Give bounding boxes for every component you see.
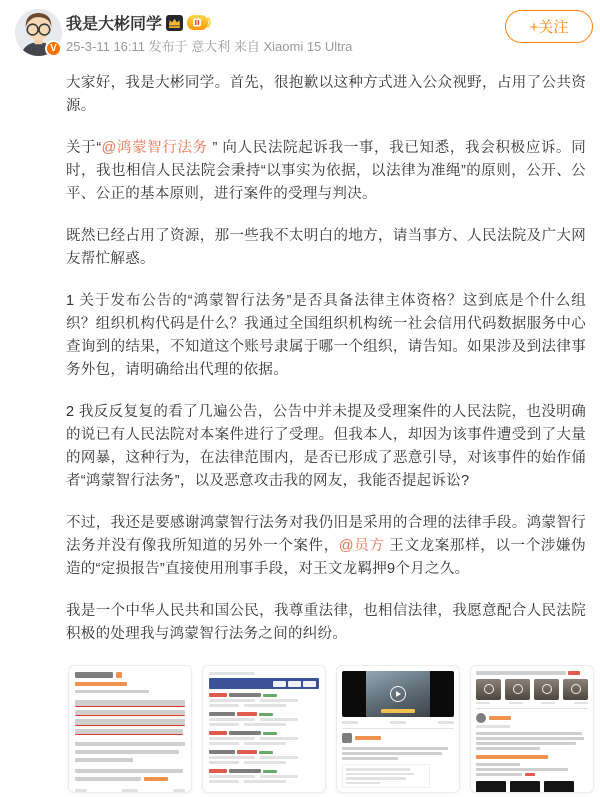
mock-line	[209, 693, 227, 697]
mock-line	[260, 718, 298, 721]
mock-line	[209, 775, 255, 778]
mock-filter-box	[303, 681, 316, 687]
mock-line	[476, 708, 588, 709]
mock-line	[260, 699, 298, 702]
mock-video-player	[342, 671, 454, 717]
mock-line	[209, 750, 235, 754]
mock-row	[342, 792, 454, 793]
mock-line	[237, 750, 257, 754]
username[interactable]: 我是大彬同学	[66, 16, 163, 33]
mock-line	[260, 775, 298, 778]
mock-line	[544, 781, 574, 794]
mock-line	[75, 672, 113, 678]
mock-row	[209, 761, 319, 764]
mock-row	[209, 775, 319, 778]
mock-line	[509, 702, 523, 705]
mock-line	[263, 732, 277, 735]
mock-line	[209, 737, 255, 740]
mock-line	[541, 702, 555, 705]
text-segment: ” 向人民法院起诉我一事，我已知悉，我会积极应诉。同时，我也相信人民法院会秉持“以事实为依据，以法律为准绳”的原则，公开、公平、公正的基本原则，进行案件的受理与判决。	[66, 140, 586, 202]
mock-line	[440, 792, 454, 793]
mock-line	[476, 702, 490, 705]
mock-line	[229, 731, 261, 735]
attachment-thumbnail-3[interactable]	[336, 665, 460, 793]
mock-row	[209, 756, 319, 759]
text-segment: 我是一个中华人民共和国公民，我尊重法律，也相信法律，我愿意配合人民法院积极的处理我与鸿蒙智行法务之间的纠纷。	[66, 603, 586, 642]
mock-line	[75, 690, 149, 694]
follow-button[interactable]: +关注	[505, 10, 593, 43]
mock-line	[476, 781, 506, 794]
mock-row	[75, 672, 185, 678]
text-segment: 关于“	[66, 140, 102, 156]
mock-line	[259, 751, 273, 754]
post-paragraph	[66, 512, 586, 581]
mock-video-thumbnail	[505, 679, 530, 700]
mock-line	[209, 704, 239, 707]
mock-line	[75, 750, 179, 754]
text-segment: 2 我反反复复的看了几遍公告，公告中并未提及受理案件的人民法院，也没明确的说已有人民法院对本案件进行了受理。但我本人，却因为该事件遭受到了大量的网暴，这种行为，在法律范围内，是否已形成了恶意引导，对该事件的始作俑者“鸿蒙智行法务”，以及恶意攻击我的网友，我能否提起诉讼?	[66, 404, 586, 489]
mock-line	[75, 742, 185, 746]
mock-row	[209, 780, 319, 783]
mock-line	[476, 732, 582, 735]
mock-line	[260, 737, 298, 740]
mock-line	[116, 672, 122, 678]
mock-line	[244, 704, 286, 707]
attachment-thumbnail-2[interactable]	[202, 665, 326, 793]
mock-line	[237, 712, 257, 716]
mock-line	[263, 694, 277, 697]
mock-line	[209, 761, 239, 764]
mock-row	[75, 777, 185, 781]
verified-v-badge-icon: V	[45, 40, 62, 57]
attachment-grid	[68, 665, 600, 793]
mock-line	[75, 789, 87, 792]
mock-row	[476, 713, 588, 723]
mock-line	[476, 742, 576, 745]
mock-line	[476, 725, 510, 728]
mock-line	[75, 758, 133, 762]
mock-line	[438, 721, 454, 724]
mock-line	[229, 769, 261, 773]
mock-line	[244, 742, 286, 745]
mock-line	[244, 723, 286, 726]
mock-row	[476, 773, 588, 776]
mock-line	[75, 719, 185, 726]
mock-video-frame	[366, 671, 430, 717]
mock-line	[476, 671, 566, 675]
mock-line	[489, 716, 511, 720]
mock-line	[259, 713, 273, 716]
post-content	[66, 72, 586, 646]
mock-row	[476, 702, 588, 705]
mock-line	[346, 782, 380, 785]
mock-line	[476, 747, 540, 750]
mock-row	[476, 679, 588, 700]
mock-line	[342, 752, 442, 755]
mock-line	[209, 756, 255, 759]
mock-filter-box	[273, 681, 286, 687]
mock-line	[122, 789, 138, 792]
mock-line	[342, 728, 454, 729]
mock-row	[209, 737, 319, 740]
mock-row	[209, 723, 319, 726]
text-segment: 不过，我还是要感谢鸿蒙智行法务对我仍旧是采用的合理的法律手段。鸿蒙智行法务并没有像我所知道的另外一个案件，	[66, 515, 586, 554]
mock-row	[209, 750, 319, 754]
attachment-thumbnail-4[interactable]	[470, 665, 594, 793]
mock-line	[209, 718, 255, 721]
mock-line	[525, 773, 535, 776]
mock-line	[209, 780, 239, 783]
mention-link[interactable]: @员方	[338, 538, 385, 554]
mock-line	[355, 736, 381, 740]
attachment-thumbnail-1[interactable]	[68, 665, 192, 793]
mock-line	[342, 747, 448, 750]
mock-video-caption	[381, 709, 415, 713]
mock-line	[75, 700, 185, 707]
mock-line	[574, 702, 588, 705]
mock-row	[209, 718, 319, 721]
mock-row	[209, 704, 319, 707]
mock-line	[342, 757, 398, 760]
mock-embedded-screenshot	[342, 764, 430, 788]
mock-line	[476, 755, 548, 759]
mock-line	[346, 773, 414, 776]
mock-video-thumbnail	[534, 679, 559, 700]
mock-line	[510, 781, 540, 794]
mock-line	[209, 712, 235, 716]
mock-line	[244, 780, 286, 783]
mock-line	[209, 699, 255, 702]
mock-line	[346, 777, 406, 780]
mock-row	[209, 712, 319, 716]
mock-line	[476, 763, 520, 766]
mock-line	[209, 769, 227, 773]
mock-line	[209, 742, 239, 745]
mock-line	[173, 789, 185, 792]
mock-line	[346, 768, 410, 771]
mock-row	[209, 742, 319, 745]
mock-row	[209, 693, 319, 697]
mock-line	[209, 672, 255, 675]
mock-line	[209, 723, 239, 726]
mock-line	[390, 721, 406, 724]
post-paragraph	[66, 72, 586, 118]
mock-filter-box	[288, 681, 301, 687]
text-segment: 大家好，我是大彬同学。首先，很抱歉以这种方式进入公众视野，占用了公共资源。	[66, 75, 586, 114]
mock-line	[144, 777, 168, 781]
mock-row	[209, 699, 319, 702]
mock-row	[209, 769, 319, 773]
mock-video-thumbnail	[563, 679, 588, 700]
mock-row	[342, 733, 454, 743]
play-icon	[390, 686, 406, 702]
mock-line	[244, 761, 286, 764]
mock-line	[476, 768, 568, 771]
mock-line	[342, 792, 356, 793]
name-row	[66, 11, 212, 34]
post-paragraph	[66, 401, 586, 493]
mock-line	[75, 769, 183, 773]
mock-line	[75, 777, 141, 781]
post-paragraph	[66, 290, 586, 382]
mock-line	[260, 756, 298, 759]
mock-avatar	[342, 733, 352, 743]
membership-level-badge-icon	[187, 15, 212, 30]
mock-row	[209, 731, 319, 735]
text-segment: 既然已经占用了资源，那一些我不太明白的地方，请当事方、人民法院及广大网友帮忙解惑。	[66, 228, 586, 267]
mock-avatar	[476, 713, 486, 723]
mock-line	[75, 682, 127, 686]
vip-crown-icon	[166, 15, 183, 31]
post-meta: 25-3-11 16:11 发布于 意大利 来自 Xiaomi 15 Ultra	[66, 39, 353, 54]
mention-link[interactable]: @鸿蒙智行法务	[101, 140, 208, 156]
mock-line	[263, 770, 277, 773]
mock-line	[391, 792, 405, 793]
post-paragraph	[66, 225, 586, 271]
mock-line	[75, 729, 183, 736]
mock-line	[342, 721, 358, 724]
mock-search-toolbar	[209, 678, 319, 689]
mock-video-thumbnail	[476, 679, 501, 700]
mock-row	[476, 781, 588, 794]
post-header	[0, 0, 600, 60]
mock-row	[75, 789, 185, 792]
mock-line	[476, 773, 522, 776]
mock-line	[476, 737, 584, 740]
mock-row	[342, 721, 454, 724]
text-segment: 1 关于发布公告的“鸿蒙智行法务”是否具备法律主体资格？这到底是个什么组织？组织机构代码是什么？我通过全国组织机构统一社会信用代码数据服务中心查询到的结果，不知道这个账号隶属于哪一个组织，请告知。如果涉及到法律事务外包，请明确给出代理的依据。	[66, 293, 586, 378]
post-paragraph	[66, 137, 586, 206]
mock-row	[476, 671, 588, 675]
mock-line	[209, 731, 227, 735]
mock-line	[75, 710, 185, 717]
mock-line	[229, 693, 261, 697]
text-segment: 王文龙案那样，以一个涉嫌伪造的“定损报告”直接使用刑事手段，对王文龙羁押9个月之久。	[66, 538, 586, 577]
mock-line	[568, 671, 580, 675]
post-paragraph	[66, 600, 586, 646]
